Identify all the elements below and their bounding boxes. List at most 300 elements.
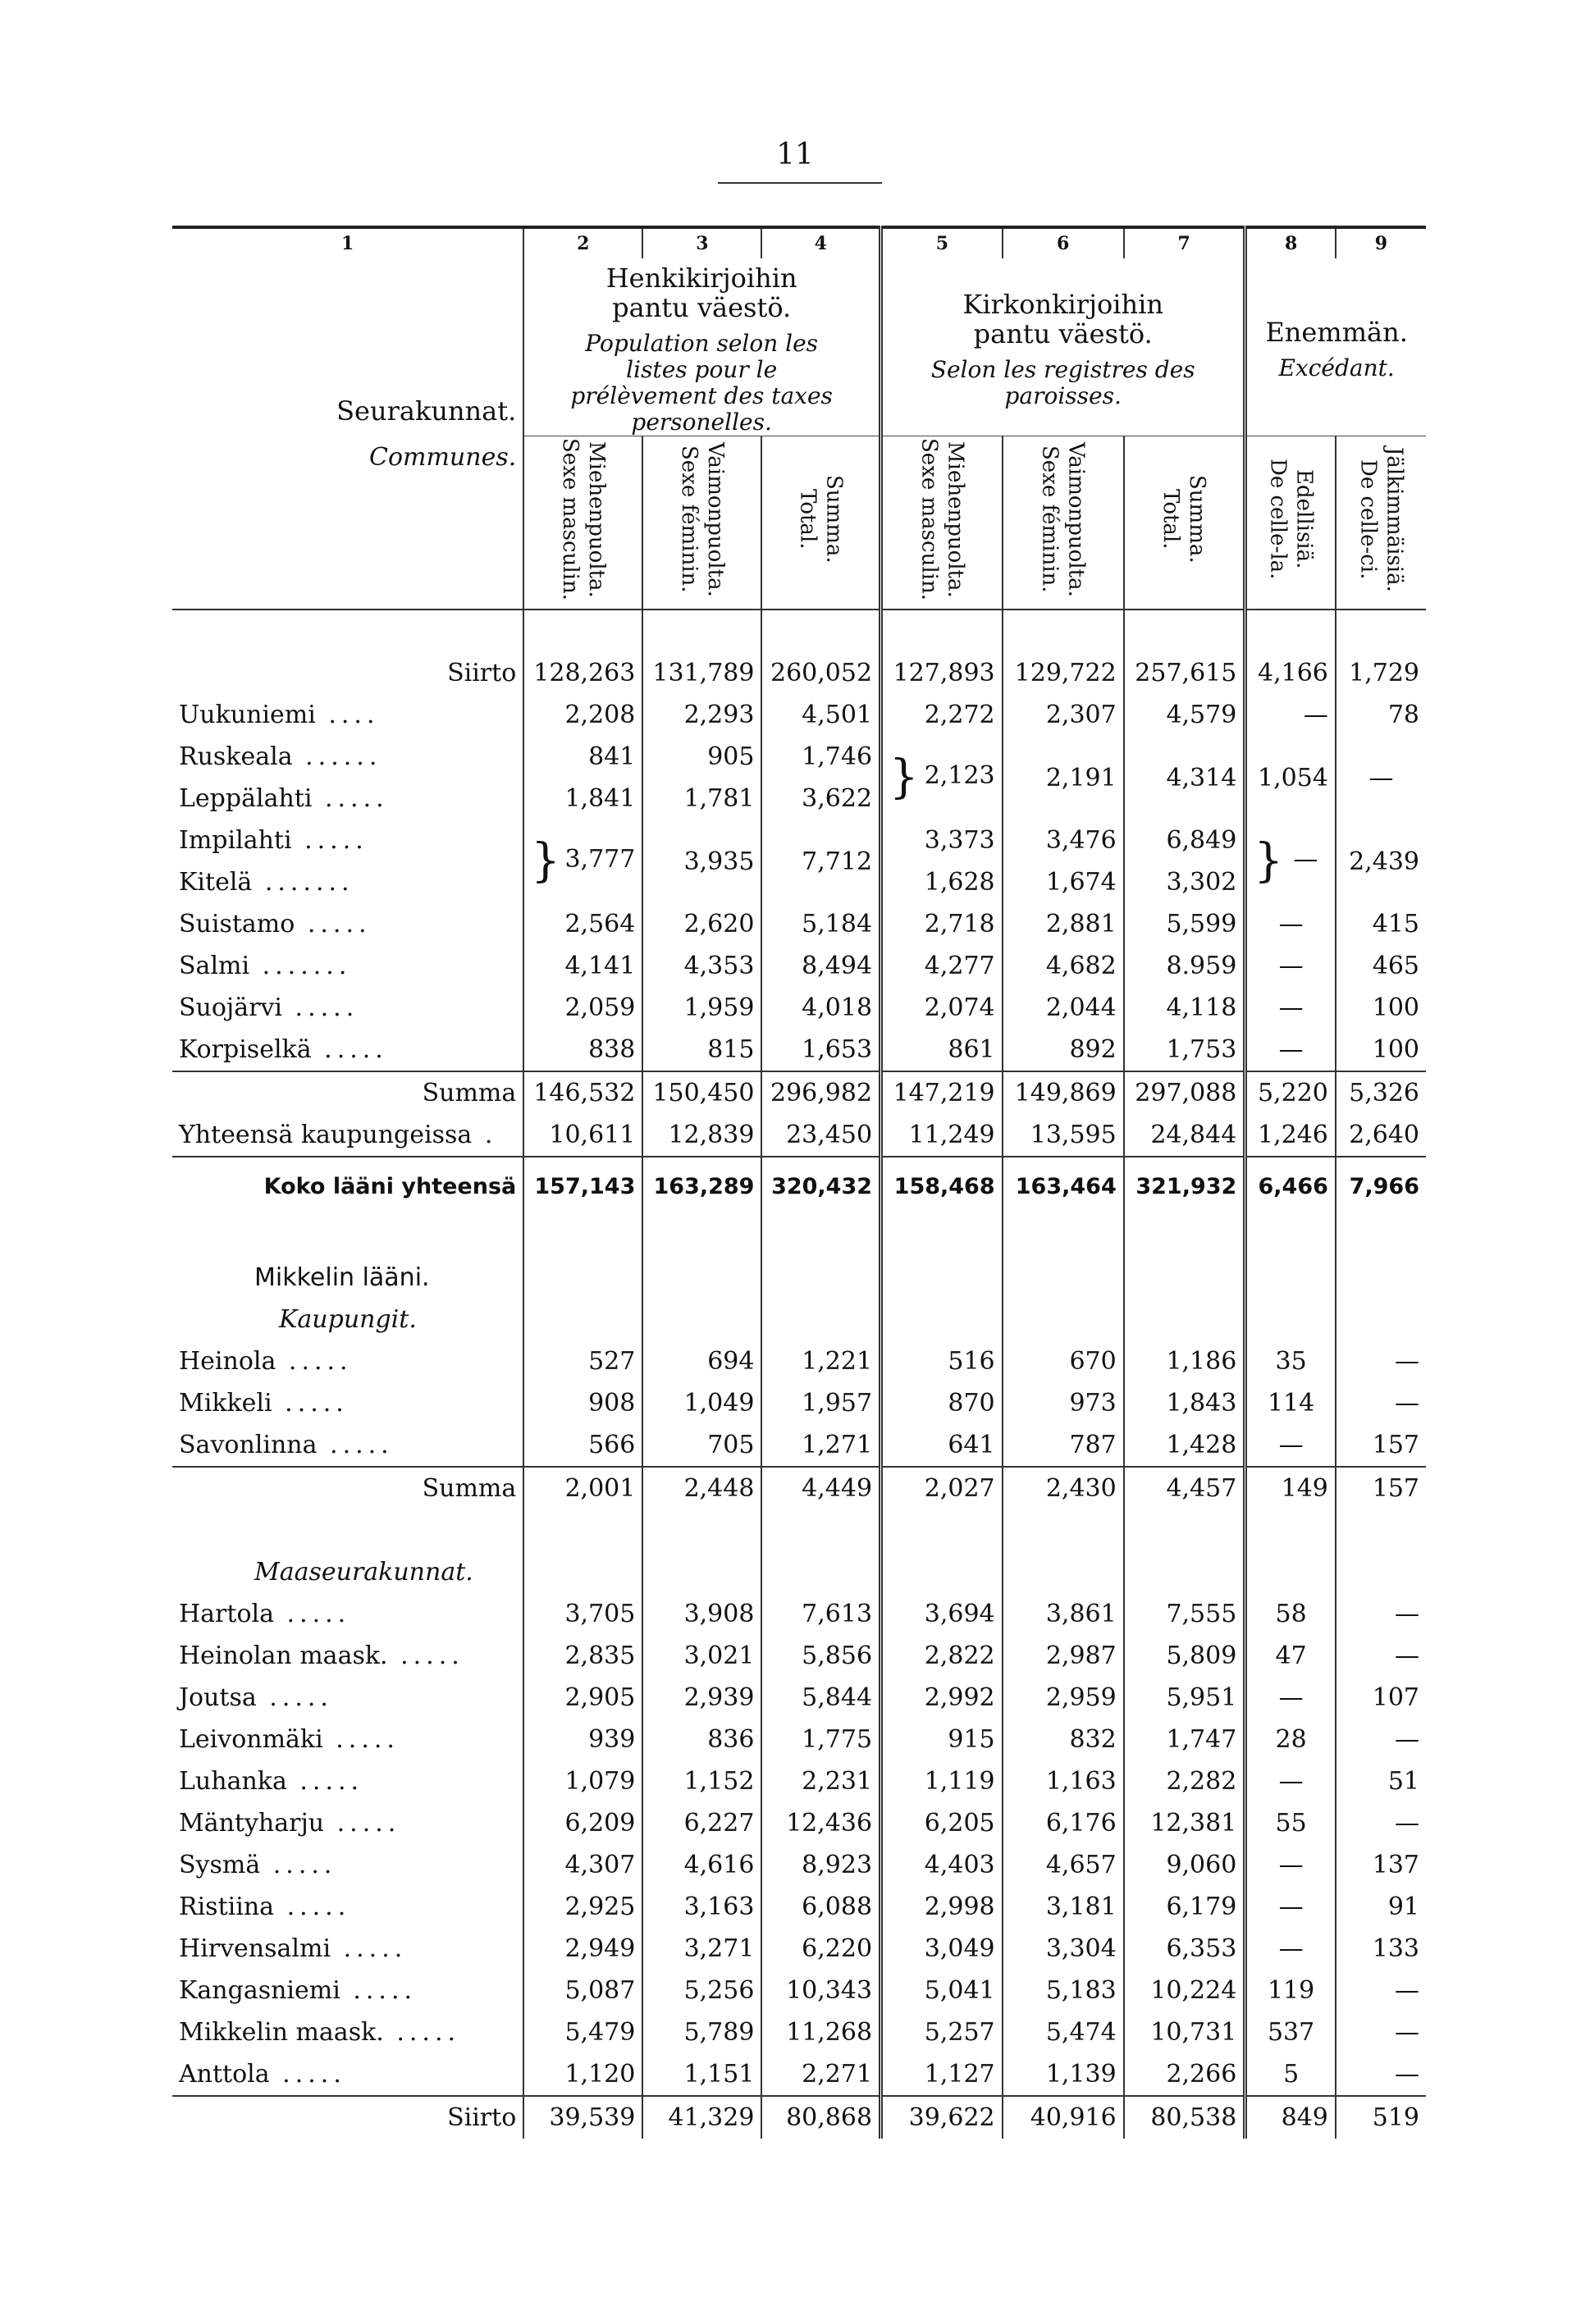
cell: 566 [523, 1424, 642, 1467]
cell: — [1336, 1802, 1426, 1844]
cell: 146,532 [523, 1071, 642, 1114]
cell: 8,923 [761, 1844, 880, 1886]
cell: 11,249 [881, 1114, 1003, 1157]
cell: 4,141 [523, 945, 642, 987]
cell: 2,208 [523, 694, 642, 736]
cell: 4,682 [1003, 945, 1124, 987]
table-row [172, 2053, 1426, 2096]
cell: 3,476 [1003, 820, 1124, 861]
cell: 150,450 [642, 1071, 761, 1114]
cell: 1,271 [761, 1424, 880, 1467]
cell: — [1245, 1844, 1336, 1886]
row-label: Salmi ....... [179, 952, 352, 980]
cell: 163,289 [642, 1157, 761, 1215]
cell: 5,789 [642, 2011, 761, 2053]
cell: 836 [642, 1719, 761, 1760]
cell: 1,674 [1003, 861, 1124, 903]
cell: 158,468 [881, 1157, 1003, 1215]
cell: 2,307 [1003, 694, 1124, 736]
cell: 3,373 [881, 820, 1003, 861]
cell: 1,653 [761, 1029, 880, 1071]
cell: 107 [1336, 1677, 1426, 1719]
cell: 870 [881, 1382, 1003, 1424]
cell: 2,905 [523, 1677, 642, 1719]
cell: 7,712 [761, 820, 880, 903]
cell: 2,272 [881, 694, 1003, 736]
cell: 6,088 [761, 1886, 880, 1928]
section-row [172, 1551, 1426, 1593]
cell: 1,152 [642, 1760, 761, 1802]
cell: 2,564 [523, 903, 642, 945]
cell: 6,209 [523, 1802, 642, 1844]
sub-header-fi: Summa. [821, 475, 847, 564]
group-header-row [172, 258, 1426, 436]
row-label: Sysmä ..... [179, 1851, 337, 1879]
cell: 2,044 [1003, 987, 1124, 1029]
sub-header [1245, 436, 1336, 610]
row-label: Luhanka ..... [179, 1767, 364, 1796]
cell: 1,843 [1124, 1382, 1245, 1424]
cell: 9,060 [1124, 1844, 1245, 1886]
cell: 8.959 [1124, 945, 1245, 987]
table-row [172, 820, 1426, 861]
cell: } — [1245, 820, 1336, 903]
cell: 4,457 [1124, 1467, 1245, 1509]
cell: 1,746 [761, 736, 880, 778]
cell: 5,184 [761, 903, 880, 945]
table-row [172, 1382, 1426, 1424]
cell: 465 [1336, 945, 1426, 987]
cell: — [1245, 903, 1336, 945]
cell: 2,987 [1003, 1635, 1124, 1677]
cell: 3,163 [642, 1886, 761, 1928]
table-row [172, 1467, 1426, 1509]
cell: 2,640 [1336, 1114, 1426, 1157]
cell: 8,494 [761, 945, 880, 987]
table-row [172, 1844, 1426, 1886]
cell: 2,939 [642, 1677, 761, 1719]
cell: 320,432 [761, 1157, 880, 1215]
cell: 296,982 [761, 1071, 880, 1114]
cell: 861 [881, 1029, 1003, 1071]
stub-header-fr: Communes. [369, 442, 517, 472]
cell: 3,304 [1003, 1928, 1124, 1970]
sub-header-fr: De celle-la. [1265, 459, 1291, 580]
section-title: Mikkelin lääni. [254, 1263, 430, 1292]
cell: 670 [1003, 1340, 1124, 1382]
sub-header-fi: Vaimonpuolta. [702, 441, 728, 597]
column-number: 2 [523, 227, 642, 258]
sub-header-fi: Edellisiä. [1291, 469, 1317, 569]
cell: — [1245, 1029, 1336, 1071]
table-row [172, 1886, 1426, 1928]
section-row [172, 1299, 1426, 1340]
cell: — [1336, 736, 1426, 820]
cell: 6,849 [1124, 820, 1245, 861]
cell: 1,127 [881, 2053, 1003, 2096]
row-label: Hirvensalmi ..... [179, 1934, 408, 1963]
cell: 939 [523, 1719, 642, 1760]
table-row [172, 903, 1426, 945]
row-label: Heinola ..... [179, 1347, 353, 1376]
group-title-fi: Henkikirjoihin pantu väestö. [605, 263, 797, 323]
group-title-fr: Population selon les listes pour le prélèvement des taxes personelles. [570, 330, 833, 436]
kaupungit-summa [172, 1467, 1426, 1593]
cell: — [1336, 1382, 1426, 1424]
table-row [172, 1114, 1426, 1157]
cell: 1,729 [1336, 652, 1426, 694]
cell: 2,001 [523, 1467, 642, 1509]
cell: — [1245, 1760, 1336, 1802]
cell: 1,186 [1124, 1340, 1245, 1382]
group-header-enemman [1245, 258, 1426, 436]
section-subtitle: Maaseurakunnat. [254, 1558, 473, 1587]
table-row-grand-total [172, 1157, 1426, 1215]
cell: 39,539 [523, 2096, 642, 2139]
cell: — [1336, 2011, 1426, 2053]
cell: 2,998 [881, 1886, 1003, 1928]
cell: 3,694 [881, 1593, 1003, 1635]
column-number-row [172, 227, 1426, 258]
row-label: Koko lääni yhteensä [172, 1157, 523, 1215]
sub-header-row [172, 436, 1426, 610]
row-label: Mikkeli ..... [179, 1389, 349, 1418]
cell: 297,088 [1124, 1071, 1245, 1114]
sub-header-fi: Miehenpuolta. [943, 441, 968, 598]
sub-header-fi: Summa. [1185, 475, 1210, 564]
cell: 11,268 [761, 2011, 880, 2053]
cell: 163,464 [1003, 1157, 1124, 1215]
cell: 2,282 [1124, 1760, 1245, 1802]
sub-header [881, 436, 1003, 610]
cell: 1,747 [1124, 1719, 1245, 1760]
cell: 1,775 [761, 1719, 880, 1760]
table-row [172, 1071, 1426, 1114]
table-row [172, 1802, 1426, 1844]
cell: 2,027 [881, 1467, 1003, 1509]
cell: 12,436 [761, 1802, 880, 1844]
cell: 641 [881, 1424, 1003, 1467]
maaseurakunnat-rows [172, 1593, 1426, 2096]
table-row [172, 652, 1426, 694]
table-row [172, 1424, 1426, 1467]
cell: 1,221 [761, 1340, 880, 1382]
table-row [172, 1635, 1426, 1677]
cell: 905 [642, 736, 761, 778]
cell: 4,353 [642, 945, 761, 987]
cell: 838 [523, 1029, 642, 1071]
cell: 157,143 [523, 1157, 642, 1215]
cell: 915 [881, 1719, 1003, 1760]
cell: 100 [1336, 987, 1426, 1029]
cell: 6,227 [642, 1802, 761, 1844]
cell: 4,403 [881, 1844, 1003, 1886]
cell: 3,302 [1124, 861, 1245, 903]
cell: 892 [1003, 1029, 1124, 1071]
cell: — [1245, 1677, 1336, 1719]
cell: 1,139 [1003, 2053, 1124, 2096]
cell: 5,326 [1336, 1071, 1426, 1114]
row-label: Kangasniemi ..... [179, 1976, 418, 2005]
cell: — [1336, 1719, 1426, 1760]
cell: } 2,123 [881, 736, 1003, 820]
row-label: Anttola ..... [179, 2060, 346, 2089]
cell: 40,916 [1003, 2096, 1124, 2139]
stub-header-fi: Seurakunnat. [336, 395, 517, 427]
cell: 1,753 [1124, 1029, 1245, 1071]
cell: 5,479 [523, 2011, 642, 2053]
cell: 787 [1003, 1424, 1124, 1467]
cell: 5,809 [1124, 1635, 1245, 1677]
cell: 5,220 [1245, 1071, 1336, 1114]
cell: — [1336, 1340, 1426, 1382]
cell: 2,293 [642, 694, 761, 736]
sub-header-fi: Miehenpuolta. [583, 441, 609, 598]
cell: 39,622 [881, 2096, 1003, 2139]
kaupungit-rows [172, 1340, 1426, 1467]
cell: 832 [1003, 1719, 1124, 1760]
cell: 5 [1245, 2053, 1336, 2096]
group-header-henkikirja [523, 258, 880, 436]
cell: 149,869 [1003, 1071, 1124, 1114]
row-label: Suistamo ..... [179, 910, 372, 938]
cell: — [1245, 694, 1336, 736]
cell: 6,353 [1124, 1928, 1245, 1970]
cell: 2,439 [1336, 820, 1426, 903]
cell: 47 [1245, 1635, 1336, 1677]
cell: 147,219 [881, 1071, 1003, 1114]
group-title-fi: Enemmän. [1265, 317, 1408, 348]
row-label: Siirto [172, 2096, 523, 2139]
column-number: 7 [1124, 227, 1245, 258]
cell: 2,191 [1003, 736, 1124, 820]
sub-header-fr: Sexe féminin. [1037, 445, 1062, 593]
column-number: 9 [1336, 227, 1426, 258]
table-row [172, 945, 1426, 987]
cell: 2,925 [523, 1886, 642, 1928]
cell: 1,957 [761, 1382, 880, 1424]
cell: — [1245, 1928, 1336, 1970]
cell: 2,718 [881, 903, 1003, 945]
cell: — [1245, 1886, 1336, 1928]
cell: 257,615 [1124, 652, 1245, 694]
cell: 157 [1336, 1424, 1426, 1467]
cell: 58 [1245, 1593, 1336, 1635]
row-label: Siirto [447, 659, 517, 687]
sub-header [1336, 436, 1426, 610]
cell: 4,616 [642, 1844, 761, 1886]
cell: 519 [1336, 2096, 1426, 2139]
cell: 694 [642, 1340, 761, 1382]
stub-header [172, 258, 523, 436]
cell: 78 [1336, 694, 1426, 736]
cell: 100 [1336, 1029, 1426, 1071]
cell: — [1336, 1593, 1426, 1635]
row-label: Mikkelin maask. ..... [179, 2018, 461, 2047]
cell: 1,628 [881, 861, 1003, 903]
cell: 3,908 [642, 1593, 761, 1635]
cell: 131,789 [642, 652, 761, 694]
cell: 2,949 [523, 1928, 642, 1970]
cell: 55 [1245, 1802, 1336, 1844]
cell: 5,183 [1003, 1970, 1124, 2011]
cell: 133 [1336, 1928, 1426, 1970]
table-row [172, 1719, 1426, 1760]
cell: 6,205 [881, 1802, 1003, 1844]
cell: 4,277 [881, 945, 1003, 987]
cell: 10,611 [523, 1114, 642, 1157]
cell: } 3,777 [523, 820, 642, 903]
cell: 1,959 [642, 987, 761, 1029]
siirto-out [172, 2096, 1426, 2139]
sub-header-fi: Jälkimmäisiä. [1382, 446, 1407, 592]
cell: 51 [1336, 1760, 1426, 1802]
table-row [172, 1593, 1426, 1635]
cell: 2,992 [881, 1677, 1003, 1719]
cell: 10,224 [1124, 1970, 1245, 2011]
cell: 10,731 [1124, 2011, 1245, 2053]
row-label: Summa [172, 1467, 523, 1509]
sub-header [761, 436, 880, 610]
cell: 2,430 [1003, 1467, 1124, 1509]
cell: 3,705 [523, 1593, 642, 1635]
row-label: Leppälahti ..... [179, 784, 389, 813]
row-label: Savonlinna ..... [179, 1431, 394, 1459]
row-label: Joutsa ..... [179, 1683, 333, 1712]
cell: 24,844 [1124, 1114, 1245, 1157]
table-row [172, 1029, 1426, 1071]
cell: 321,932 [1124, 1157, 1245, 1215]
cell: 41,329 [642, 2096, 761, 2139]
cell: 1,054 [1245, 736, 1336, 820]
cell: 149 [1245, 1467, 1336, 1509]
spacer-row [172, 1509, 1426, 1551]
cell: 119 [1245, 1970, 1336, 2011]
cell: 1,151 [642, 2053, 761, 2096]
table-row [172, 1677, 1426, 1719]
cell: 7,966 [1336, 1157, 1426, 1215]
cell: 2,059 [523, 987, 642, 1029]
cell: 3,021 [642, 1635, 761, 1677]
row-label: Mäntyharju ..... [179, 1809, 401, 1838]
row-label: Heinolan maask. ..... [179, 1641, 464, 1670]
cell: 2,959 [1003, 1677, 1124, 1719]
row-label: Impilahti ..... [179, 826, 368, 855]
cell: — [1336, 2053, 1426, 2096]
cell: 157 [1336, 1467, 1426, 1509]
cell: 129,722 [1003, 652, 1124, 694]
table-row [172, 987, 1426, 1029]
table-row [172, 1970, 1426, 2011]
sub-header-fr: De celle-ci. [1355, 459, 1381, 580]
sub-header-fr: Sexe féminin. [676, 445, 701, 593]
cell: — [1336, 1970, 1426, 2011]
cell: 91 [1336, 1886, 1426, 1928]
cell: 12,839 [642, 1114, 761, 1157]
row-label: Ruskeala ...... [179, 742, 382, 771]
cell: 5,474 [1003, 2011, 1124, 2053]
table-row [172, 694, 1426, 736]
population-table [172, 226, 1426, 2139]
cell: 1,079 [523, 1760, 642, 1802]
sub-header [523, 436, 642, 610]
cell: 23,450 [761, 1114, 880, 1157]
sub-header [642, 436, 761, 610]
sub-header [1003, 436, 1124, 610]
cell: 4,657 [1003, 1844, 1124, 1886]
sub-header-fr: Sexe masculin. [916, 438, 942, 600]
cell: 415 [1336, 903, 1426, 945]
cell: 10,343 [761, 1970, 880, 2011]
cell: 849 [1245, 2096, 1336, 2139]
section-subtitle: Kaupungit. [279, 1305, 417, 1334]
column-number: 1 [172, 227, 523, 258]
cell: 3,271 [642, 1928, 761, 1970]
cell: 128,263 [523, 652, 642, 694]
row-label: Hartola ..... [179, 1600, 351, 1628]
cell: 4,118 [1124, 987, 1245, 1029]
cell: 35 [1245, 1340, 1336, 1382]
row-label: Uukuniemi .... [179, 701, 380, 729]
cell: 1,119 [881, 1760, 1003, 1802]
cell: 815 [642, 1029, 761, 1071]
cell: 7,555 [1124, 1593, 1245, 1635]
cell: — [1245, 987, 1336, 1029]
cell: 28 [1245, 1719, 1336, 1760]
cell: 6,176 [1003, 1802, 1124, 1844]
column-number: 3 [642, 227, 761, 258]
cell: 3,861 [1003, 1593, 1124, 1635]
cell: 80,538 [1124, 2096, 1245, 2139]
row-label: Leivonmäki ..... [179, 1725, 400, 1754]
sub-header-fr: Total. [1158, 489, 1184, 550]
column-number: 5 [881, 227, 1003, 258]
cell: 6,466 [1245, 1157, 1336, 1215]
cell: 973 [1003, 1382, 1124, 1424]
cell: 4,314 [1124, 736, 1245, 820]
row-label: Korpiselkä ..... [179, 1035, 388, 1064]
cell: 4,166 [1245, 652, 1336, 694]
cell: 2,822 [881, 1635, 1003, 1677]
cell: 1,246 [1245, 1114, 1336, 1157]
column-number: 6 [1003, 227, 1124, 258]
table-row [172, 2096, 1426, 2139]
cell: 2,448 [642, 1467, 761, 1509]
cell: 3,935 [642, 820, 761, 903]
cell: 2,231 [761, 1760, 880, 1802]
cell: 3,181 [1003, 1886, 1124, 1928]
cell: — [1245, 945, 1336, 987]
row-label: Suojärvi ..... [179, 993, 359, 1022]
row-label: Kitelä ....... [179, 868, 354, 897]
cell: 114 [1245, 1382, 1336, 1424]
cell: 1,428 [1124, 1424, 1245, 1467]
page-number: 11 [776, 138, 814, 171]
cell: 7,613 [761, 1593, 880, 1635]
cell: 1,049 [642, 1382, 761, 1424]
cell: 4,579 [1124, 694, 1245, 736]
cell: — [1336, 1635, 1426, 1677]
cell: 4,018 [761, 987, 880, 1029]
group-title-fr: Selon les registres des paroisses. [930, 356, 1195, 409]
sub-header-fr: Sexe masculin. [557, 438, 583, 600]
stub-header-fr-cell [172, 436, 523, 610]
cell: 6,179 [1124, 1886, 1245, 1928]
cell: 2,271 [761, 2053, 880, 2096]
spacer-row [172, 1215, 1426, 1257]
cell: 6,220 [761, 1928, 880, 1970]
column-number: 4 [761, 227, 880, 258]
